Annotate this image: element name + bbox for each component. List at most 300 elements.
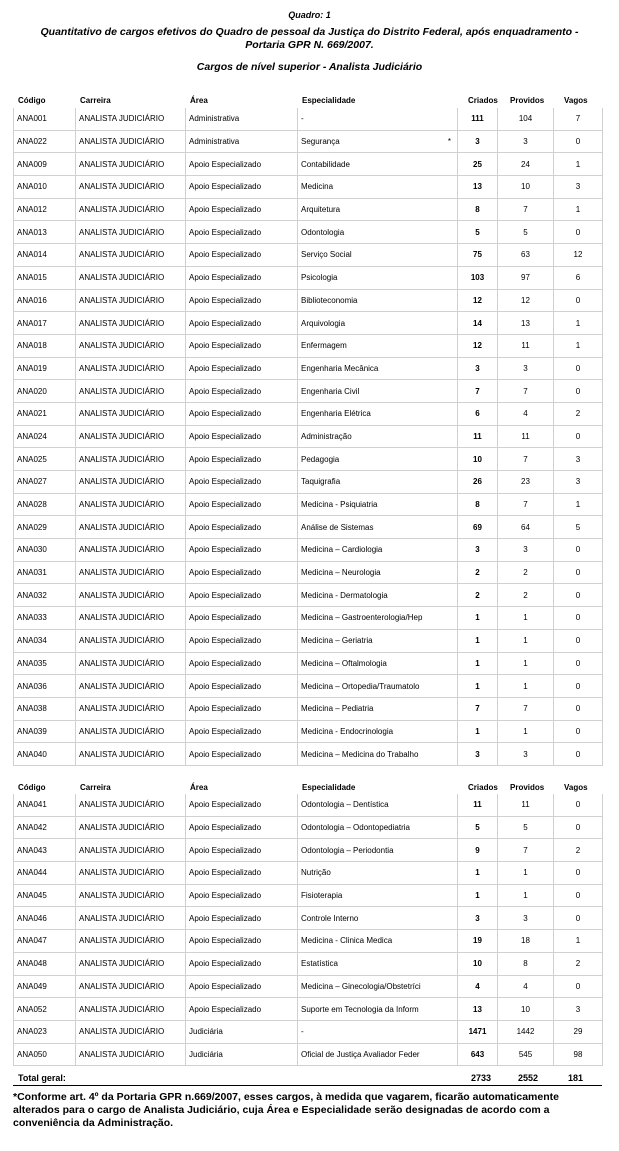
cell-criados: 12 bbox=[458, 334, 498, 357]
cell-vagos: 0 bbox=[554, 357, 603, 380]
col-codigo: Código bbox=[18, 783, 46, 792]
cell-carreira: ANALISTA JUDICIÁRIO bbox=[76, 176, 186, 199]
cell-especialidade: Análise de Sistemas bbox=[298, 516, 458, 539]
cell-area: Apoio Especializado bbox=[186, 471, 298, 494]
cell-vagos: 1 bbox=[554, 198, 603, 221]
cell-criados: 3 bbox=[458, 907, 498, 930]
cell-providos: 64 bbox=[498, 516, 554, 539]
table-row bbox=[14, 425, 603, 448]
cell-criados: 2 bbox=[458, 584, 498, 607]
cell-codigo: ANA030 bbox=[14, 539, 76, 562]
cell-area: Apoio Especializado bbox=[186, 448, 298, 471]
cell-especialidade: Pedagogia bbox=[298, 448, 458, 471]
table-row bbox=[14, 176, 603, 199]
col-carreira: Carreira bbox=[80, 96, 111, 105]
table-row bbox=[14, 312, 603, 335]
table-row bbox=[14, 697, 603, 720]
col-criados: Criados bbox=[468, 96, 498, 105]
cell-carreira: ANALISTA JUDICIÁRIO bbox=[76, 108, 186, 130]
cell-especialidade: - bbox=[298, 1020, 458, 1043]
cell-codigo: ANA046 bbox=[14, 907, 76, 930]
cell-codigo: ANA035 bbox=[14, 652, 76, 675]
table-row bbox=[14, 884, 603, 907]
cell-especialidade: Psicologia bbox=[298, 266, 458, 289]
table-row bbox=[14, 998, 603, 1021]
cell-codigo: ANA028 bbox=[14, 493, 76, 516]
cell-especialidade: Engenharia Civil bbox=[298, 380, 458, 403]
cell-providos: 1 bbox=[498, 652, 554, 675]
col-providos: Providos bbox=[510, 96, 545, 105]
cargos-table-2 bbox=[13, 794, 603, 1066]
cell-criados: 10 bbox=[458, 952, 498, 975]
page-title: Quantitativo de cargos efetivos do Quadro de pessoal da Justiça do Distrito Federal, após enquadramento - Portaria GPR N. 669/2007. bbox=[40, 26, 579, 51]
cell-codigo: ANA022 bbox=[14, 130, 76, 153]
cell-providos: 3 bbox=[498, 130, 554, 153]
cell-providos: 97 bbox=[498, 266, 554, 289]
cell-carreira: ANALISTA JUDICIÁRIO bbox=[76, 380, 186, 403]
page-subtitle: Cargos de nível superior - Analista Judiciário bbox=[196, 61, 423, 73]
total-row bbox=[13, 1069, 602, 1086]
table-row bbox=[14, 675, 603, 698]
cell-codigo: ANA050 bbox=[14, 1043, 76, 1066]
table-row bbox=[14, 607, 603, 630]
cell-providos: 7 bbox=[498, 448, 554, 471]
cell-criados: 7 bbox=[458, 380, 498, 403]
cell-vagos: 2 bbox=[554, 402, 603, 425]
col-carreira: Carreira bbox=[80, 783, 111, 792]
cell-providos: 11 bbox=[498, 794, 554, 816]
cell-codigo: ANA023 bbox=[14, 1020, 76, 1043]
cell-area: Apoio Especializado bbox=[186, 539, 298, 562]
cell-vagos: 29 bbox=[554, 1020, 603, 1043]
cell-criados: 8 bbox=[458, 493, 498, 516]
cell-especialidade: Engenharia Mecânica bbox=[298, 357, 458, 380]
cell-codigo: ANA034 bbox=[14, 629, 76, 652]
cell-vagos: 3 bbox=[554, 448, 603, 471]
cell-especialidade: Medicina - Psiquiatria bbox=[298, 493, 458, 516]
cell-carreira: ANALISTA JUDICIÁRIO bbox=[76, 448, 186, 471]
table-row bbox=[14, 402, 603, 425]
cell-codigo: ANA015 bbox=[14, 266, 76, 289]
cell-vagos: 0 bbox=[554, 130, 603, 153]
cell-carreira: ANALISTA JUDICIÁRIO bbox=[76, 289, 186, 312]
cell-area: Apoio Especializado bbox=[186, 794, 298, 816]
cell-area: Apoio Especializado bbox=[186, 153, 298, 176]
table-row bbox=[14, 539, 603, 562]
cell-criados: 75 bbox=[458, 244, 498, 267]
cell-criados: 11 bbox=[458, 794, 498, 816]
cell-especialidade: Medicina – Cardiologia bbox=[298, 539, 458, 562]
cell-providos: 3 bbox=[498, 907, 554, 930]
cell-criados: 103 bbox=[458, 266, 498, 289]
cell-carreira: ANALISTA JUDICIÁRIO bbox=[76, 198, 186, 221]
cell-especialidade: Arquitetura bbox=[298, 198, 458, 221]
cell-especialidade: Medicina - Dermatologia bbox=[298, 584, 458, 607]
table-row bbox=[14, 380, 603, 403]
cell-area: Apoio Especializado bbox=[186, 998, 298, 1021]
cell-carreira: ANALISTA JUDICIÁRIO bbox=[76, 862, 186, 885]
cell-area: Apoio Especializado bbox=[186, 629, 298, 652]
cell-codigo: ANA010 bbox=[14, 176, 76, 199]
cell-codigo: ANA029 bbox=[14, 516, 76, 539]
column-headers-2 bbox=[13, 781, 602, 795]
footnote: *Conforme art. 4º da Portaria GPR n.669/2007, esses cargos, à medida que vagarem, ficarão automaticamente alterados para o cargo de Analista Judiciário, cuja Área e Especialidade serão designadas de acordo com a conveniência da Administração. bbox=[13, 1091, 559, 1129]
cell-codigo: ANA012 bbox=[14, 198, 76, 221]
cell-carreira: ANALISTA JUDICIÁRIO bbox=[76, 561, 186, 584]
cell-carreira: ANALISTA JUDICIÁRIO bbox=[76, 930, 186, 953]
cell-carreira: ANALISTA JUDICIÁRIO bbox=[76, 975, 186, 998]
cell-codigo: ANA013 bbox=[14, 221, 76, 244]
cell-especialidade: Medicina bbox=[298, 176, 458, 199]
cell-area: Apoio Especializado bbox=[186, 884, 298, 907]
cell-codigo: ANA040 bbox=[14, 743, 76, 766]
cell-providos: 5 bbox=[498, 221, 554, 244]
cell-area: Apoio Especializado bbox=[186, 697, 298, 720]
cell-especialidade: Nutrição bbox=[298, 862, 458, 885]
cell-vagos: 0 bbox=[554, 743, 603, 766]
cell-carreira: ANALISTA JUDICIÁRIO bbox=[76, 816, 186, 839]
cell-codigo: ANA021 bbox=[14, 402, 76, 425]
col-especialidade: Especialidade bbox=[302, 96, 356, 105]
total-criados: 2733 bbox=[471, 1073, 492, 1083]
cell-area: Apoio Especializado bbox=[186, 652, 298, 675]
cell-especialidade: Oficial de Justiça Avaliador Feder bbox=[298, 1043, 458, 1066]
cell-criados: 1 bbox=[458, 675, 498, 698]
cell-area: Apoio Especializado bbox=[186, 402, 298, 425]
cell-codigo: ANA001 bbox=[14, 108, 76, 130]
cell-especialidade: Medicina - Clinica Medica bbox=[298, 930, 458, 953]
cell-providos: 18 bbox=[498, 930, 554, 953]
cell-area: Apoio Especializado bbox=[186, 266, 298, 289]
cell-criados: 5 bbox=[458, 221, 498, 244]
cell-area: Apoio Especializado bbox=[186, 493, 298, 516]
cell-carreira: ANALISTA JUDICIÁRIO bbox=[76, 697, 186, 720]
cell-providos: 63 bbox=[498, 244, 554, 267]
cell-codigo: ANA044 bbox=[14, 862, 76, 885]
cell-carreira: ANALISTA JUDICIÁRIO bbox=[76, 629, 186, 652]
col-criados: Criados bbox=[468, 783, 498, 792]
cell-providos: 545 bbox=[498, 1043, 554, 1066]
cell-carreira: ANALISTA JUDICIÁRIO bbox=[76, 402, 186, 425]
cell-especialidade: Odontologia – Periodontia bbox=[298, 839, 458, 862]
cell-criados: 1 bbox=[458, 884, 498, 907]
cell-vagos: 0 bbox=[554, 425, 603, 448]
cell-providos: 8 bbox=[498, 952, 554, 975]
cell-area: Apoio Especializado bbox=[186, 743, 298, 766]
cell-codigo: ANA009 bbox=[14, 153, 76, 176]
cell-codigo: ANA025 bbox=[14, 448, 76, 471]
cell-vagos: 1 bbox=[554, 493, 603, 516]
cell-criados: 19 bbox=[458, 930, 498, 953]
table-row bbox=[14, 975, 603, 998]
cell-criados: 10 bbox=[458, 448, 498, 471]
cell-codigo: ANA052 bbox=[14, 998, 76, 1021]
cell-vagos: 3 bbox=[554, 471, 603, 494]
cell-providos: 7 bbox=[498, 839, 554, 862]
cell-providos: 3 bbox=[498, 539, 554, 562]
cell-especialidade: Medicina – Geriatria bbox=[298, 629, 458, 652]
cell-especialidade: Estatística bbox=[298, 952, 458, 975]
cell-carreira: ANALISTA JUDICIÁRIO bbox=[76, 652, 186, 675]
col-vagos: Vagos bbox=[564, 96, 588, 105]
table-row bbox=[14, 471, 603, 494]
table-row bbox=[14, 493, 603, 516]
cell-codigo: ANA027 bbox=[14, 471, 76, 494]
cell-vagos: 0 bbox=[554, 862, 603, 885]
cell-criados: 25 bbox=[458, 153, 498, 176]
cell-especialidade: Administração bbox=[298, 425, 458, 448]
quadro-label: Quadro: 1 bbox=[288, 10, 331, 20]
cell-providos: 7 bbox=[498, 380, 554, 403]
table-row bbox=[14, 357, 603, 380]
cell-area: Apoio Especializado bbox=[186, 176, 298, 199]
cell-vagos: 0 bbox=[554, 561, 603, 584]
cell-area: Apoio Especializado bbox=[186, 816, 298, 839]
cell-criados: 14 bbox=[458, 312, 498, 335]
table-row bbox=[14, 743, 603, 766]
cell-codigo: ANA031 bbox=[14, 561, 76, 584]
cell-criados: 1 bbox=[458, 629, 498, 652]
cell-carreira: ANALISTA JUDICIÁRIO bbox=[76, 493, 186, 516]
cell-criados: 2 bbox=[458, 561, 498, 584]
cell-carreira: ANALISTA JUDICIÁRIO bbox=[76, 312, 186, 335]
cell-area: Apoio Especializado bbox=[186, 584, 298, 607]
cell-criados: 13 bbox=[458, 998, 498, 1021]
cell-criados: 3 bbox=[458, 357, 498, 380]
cell-especialidade: - bbox=[298, 108, 458, 130]
cell-area: Judiciária bbox=[186, 1043, 298, 1066]
cell-vagos: 0 bbox=[554, 794, 603, 816]
cell-codigo: ANA045 bbox=[14, 884, 76, 907]
cell-providos: 7 bbox=[498, 697, 554, 720]
cell-criados: 9 bbox=[458, 839, 498, 862]
cell-providos: 1 bbox=[498, 607, 554, 630]
cell-criados: 1 bbox=[458, 862, 498, 885]
cell-vagos: 1 bbox=[554, 334, 603, 357]
cell-providos: 13 bbox=[498, 312, 554, 335]
cell-especialidade-text: Segurança bbox=[301, 137, 340, 147]
cell-carreira: ANALISTA JUDICIÁRIO bbox=[76, 539, 186, 562]
cell-codigo: ANA047 bbox=[14, 930, 76, 953]
cell-providos: 104 bbox=[498, 108, 554, 130]
cell-vagos: 0 bbox=[554, 884, 603, 907]
cell-vagos: 0 bbox=[554, 221, 603, 244]
cell-vagos: 1 bbox=[554, 312, 603, 335]
cell-vagos: 0 bbox=[554, 289, 603, 312]
cell-carreira: ANALISTA JUDICIÁRIO bbox=[76, 221, 186, 244]
cell-criados: 1 bbox=[458, 652, 498, 675]
total-providos: 2552 bbox=[518, 1073, 539, 1083]
column-headers bbox=[13, 94, 602, 108]
cell-area: Apoio Especializado bbox=[186, 244, 298, 267]
table-row bbox=[14, 816, 603, 839]
cell-especialidade: Medicina – Gastroenterologia/Hep bbox=[298, 607, 458, 630]
cell-especialidade: Medicina – Medicina do Trabalho bbox=[298, 743, 458, 766]
cell-vagos: 0 bbox=[554, 539, 603, 562]
cell-area: Apoio Especializado bbox=[186, 334, 298, 357]
cell-vagos: 3 bbox=[554, 176, 603, 199]
table-row bbox=[14, 930, 603, 953]
cell-area: Apoio Especializado bbox=[186, 975, 298, 998]
table-row bbox=[14, 794, 603, 816]
cell-codigo: ANA019 bbox=[14, 357, 76, 380]
cell-criados: 11 bbox=[458, 425, 498, 448]
cell-criados: 5 bbox=[458, 816, 498, 839]
cell-especialidade: Fisioterapia bbox=[298, 884, 458, 907]
cell-providos: 23 bbox=[498, 471, 554, 494]
table-row bbox=[14, 334, 603, 357]
cell-vagos: 0 bbox=[554, 652, 603, 675]
cell-carreira: ANALISTA JUDICIÁRIO bbox=[76, 1043, 186, 1066]
cell-area: Apoio Especializado bbox=[186, 907, 298, 930]
cell-carreira: ANALISTA JUDICIÁRIO bbox=[76, 425, 186, 448]
cell-carreira: ANALISTA JUDICIÁRIO bbox=[76, 471, 186, 494]
cell-especialidade: Contabilidade bbox=[298, 153, 458, 176]
cell-providos: 2 bbox=[498, 584, 554, 607]
table-row bbox=[14, 907, 603, 930]
cell-carreira: ANALISTA JUDICIÁRIO bbox=[76, 266, 186, 289]
cell-area: Apoio Especializado bbox=[186, 289, 298, 312]
cell-area: Apoio Especializado bbox=[186, 720, 298, 743]
cell-codigo: ANA018 bbox=[14, 334, 76, 357]
cell-codigo: ANA041 bbox=[14, 794, 76, 816]
table-row bbox=[14, 839, 603, 862]
cell-vagos: 1 bbox=[554, 930, 603, 953]
cell-criados: 13 bbox=[458, 176, 498, 199]
cell-area: Apoio Especializado bbox=[186, 221, 298, 244]
cell-codigo: ANA032 bbox=[14, 584, 76, 607]
cell-especialidade: Medicina – Pediatria bbox=[298, 697, 458, 720]
cell-criados: 6 bbox=[458, 402, 498, 425]
cell-providos: 11 bbox=[498, 425, 554, 448]
cell-especialidade: Medicina – Ortopedia/Traumatolo bbox=[298, 675, 458, 698]
cell-vagos: 0 bbox=[554, 697, 603, 720]
cell-area: Apoio Especializado bbox=[186, 952, 298, 975]
cell-providos: 11 bbox=[498, 334, 554, 357]
cell-carreira: ANALISTA JUDICIÁRIO bbox=[76, 884, 186, 907]
cell-criados: 7 bbox=[458, 697, 498, 720]
cell-area: Apoio Especializado bbox=[186, 930, 298, 953]
cell-providos: 3 bbox=[498, 357, 554, 380]
cell-codigo: ANA020 bbox=[14, 380, 76, 403]
cell-codigo: ANA036 bbox=[14, 675, 76, 698]
cell-area: Administrativa bbox=[186, 130, 298, 153]
cell-especialidade: Medicina - Endocrinologia bbox=[298, 720, 458, 743]
cell-carreira: ANALISTA JUDICIÁRIO bbox=[76, 357, 186, 380]
cell-area: Apoio Especializado bbox=[186, 380, 298, 403]
cell-vagos: 0 bbox=[554, 975, 603, 998]
cell-area: Apoio Especializado bbox=[186, 357, 298, 380]
cell-carreira: ANALISTA JUDICIÁRIO bbox=[76, 607, 186, 630]
cell-especialidade: Engenharia Elétrica bbox=[298, 402, 458, 425]
cell-criados: 111 bbox=[458, 108, 498, 130]
cell-codigo: ANA049 bbox=[14, 975, 76, 998]
cell-especialidade: Suporte em Tecnologia da Inform bbox=[298, 998, 458, 1021]
cell-especialidade: Odontologia – Dentística bbox=[298, 794, 458, 816]
col-especialidade: Especialidade bbox=[302, 783, 356, 792]
cell-especialidade bbox=[298, 130, 458, 153]
cell-vagos: 5 bbox=[554, 516, 603, 539]
cell-area: Apoio Especializado bbox=[186, 561, 298, 584]
cell-area: Apoio Especializado bbox=[186, 839, 298, 862]
cell-area: Apoio Especializado bbox=[186, 516, 298, 539]
cell-providos: 1 bbox=[498, 884, 554, 907]
cell-providos: 1 bbox=[498, 720, 554, 743]
cell-providos: 24 bbox=[498, 153, 554, 176]
cell-criados: 8 bbox=[458, 198, 498, 221]
cell-criados: 1471 bbox=[458, 1020, 498, 1043]
cell-criados: 643 bbox=[458, 1043, 498, 1066]
cell-providos: 4 bbox=[498, 975, 554, 998]
table-row bbox=[14, 198, 603, 221]
col-area: Área bbox=[190, 96, 208, 105]
cell-criados: 3 bbox=[458, 743, 498, 766]
cell-area: Apoio Especializado bbox=[186, 198, 298, 221]
table-row bbox=[14, 561, 603, 584]
cell-criados: 3 bbox=[458, 539, 498, 562]
cell-area: Apoio Especializado bbox=[186, 425, 298, 448]
cell-providos: 1442 bbox=[498, 1020, 554, 1043]
cell-codigo: ANA038 bbox=[14, 697, 76, 720]
cell-providos: 1 bbox=[498, 862, 554, 885]
cell-vagos: 0 bbox=[554, 675, 603, 698]
cell-vagos: 0 bbox=[554, 907, 603, 930]
cell-carreira: ANALISTA JUDICIÁRIO bbox=[76, 998, 186, 1021]
cell-carreira: ANALISTA JUDICIÁRIO bbox=[76, 334, 186, 357]
cell-codigo: ANA048 bbox=[14, 952, 76, 975]
table-row bbox=[14, 862, 603, 885]
cell-providos: 7 bbox=[498, 493, 554, 516]
cell-area: Judiciária bbox=[186, 1020, 298, 1043]
table-row bbox=[14, 516, 603, 539]
cell-vagos: 98 bbox=[554, 1043, 603, 1066]
table-row bbox=[14, 952, 603, 975]
cell-area: Apoio Especializado bbox=[186, 675, 298, 698]
cell-criados: 1 bbox=[458, 607, 498, 630]
cell-vagos: 12 bbox=[554, 244, 603, 267]
col-vagos: Vagos bbox=[564, 783, 588, 792]
cell-especialidade: Medicina – Ginecologia/Obstetríci bbox=[298, 975, 458, 998]
cell-vagos: 0 bbox=[554, 607, 603, 630]
cell-carreira: ANALISTA JUDICIÁRIO bbox=[76, 244, 186, 267]
cell-vagos: 0 bbox=[554, 584, 603, 607]
table-row bbox=[14, 652, 603, 675]
table-row bbox=[14, 720, 603, 743]
total-label: Total geral: bbox=[18, 1073, 66, 1083]
cell-vagos: 7 bbox=[554, 108, 603, 130]
cargos-table-1 bbox=[13, 108, 603, 766]
table-row bbox=[14, 153, 603, 176]
table-row bbox=[14, 629, 603, 652]
cell-vagos: 2 bbox=[554, 952, 603, 975]
cell-vagos: 0 bbox=[554, 629, 603, 652]
cell-carreira: ANALISTA JUDICIÁRIO bbox=[76, 584, 186, 607]
cell-carreira: ANALISTA JUDICIÁRIO bbox=[76, 907, 186, 930]
cell-carreira: ANALISTA JUDICIÁRIO bbox=[76, 952, 186, 975]
footnote-marker: * bbox=[447, 137, 451, 147]
cell-carreira: ANALISTA JUDICIÁRIO bbox=[76, 743, 186, 766]
cell-criados: 4 bbox=[458, 975, 498, 998]
col-providos: Providos bbox=[510, 783, 545, 792]
cell-especialidade: Medicina – Oftalmologia bbox=[298, 652, 458, 675]
table-row bbox=[14, 1020, 603, 1043]
table-row bbox=[14, 1043, 603, 1066]
cell-area: Apoio Especializado bbox=[186, 607, 298, 630]
cell-especialidade: Serviço Social bbox=[298, 244, 458, 267]
cell-codigo: ANA039 bbox=[14, 720, 76, 743]
table-row bbox=[14, 130, 603, 153]
cell-codigo: ANA014 bbox=[14, 244, 76, 267]
